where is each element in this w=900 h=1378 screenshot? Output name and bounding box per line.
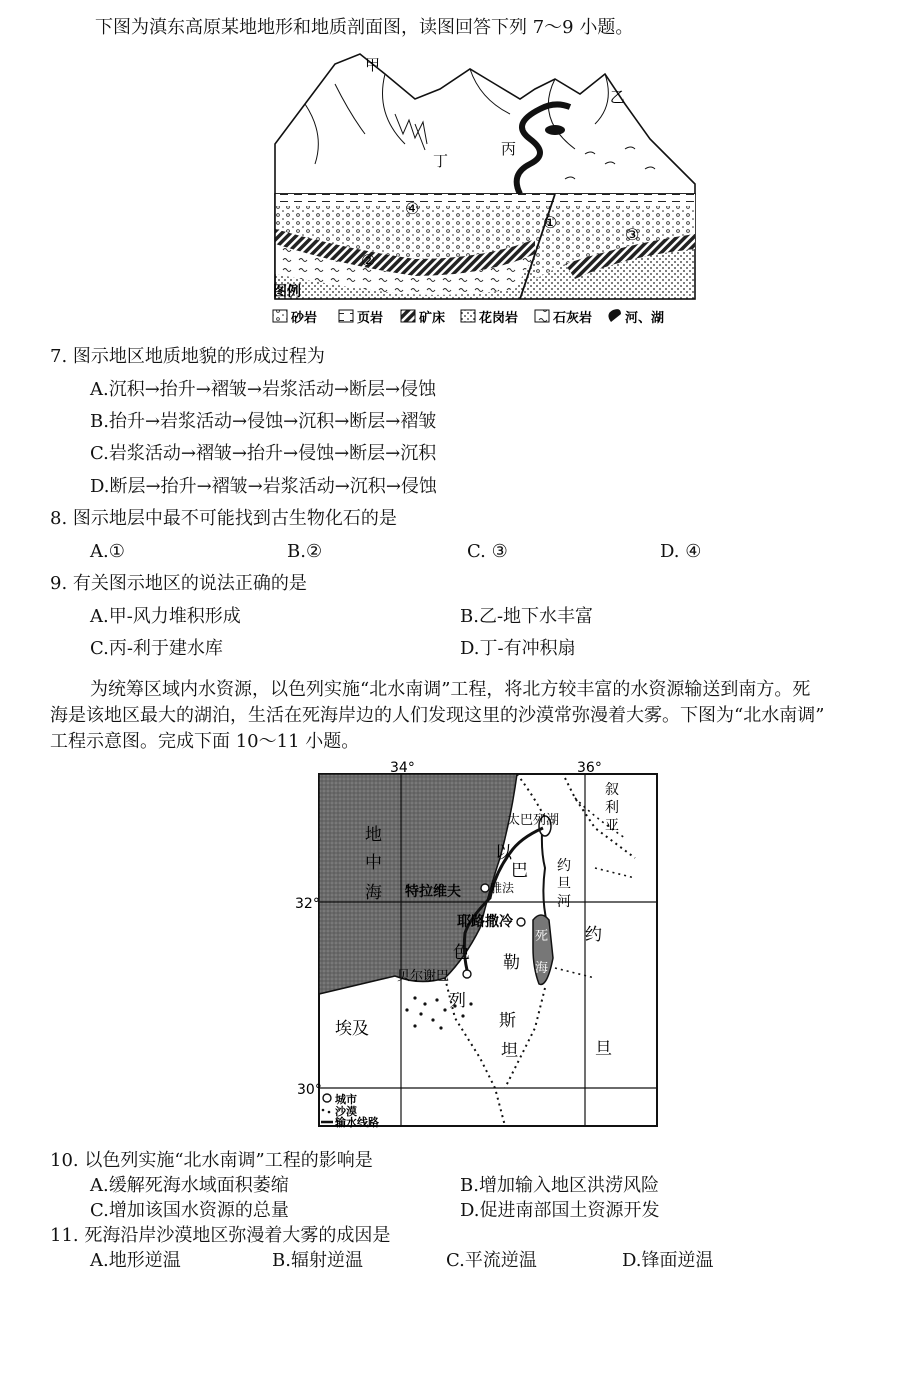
q9-option-c: C.丙-利于建水库 — [90, 638, 223, 659]
label-jordan-river-1: 约 — [557, 858, 571, 874]
water-transfer-map — [295, 758, 665, 1134]
label-israel-2: 色 — [453, 943, 470, 963]
q7-option-c: C.岩浆活动→褶皱→抬升→侵蚀→断层→沉积 — [90, 443, 437, 464]
legend-pipeline: 输水线路 — [335, 1116, 379, 1129]
label-tiberias: 太巴列湖 — [507, 813, 560, 828]
label-layer-2: ② — [361, 251, 376, 270]
label-sea-2: 中 — [365, 853, 382, 873]
label-palestine-3: 斯 — [499, 1011, 516, 1031]
label-ding: 丁 — [433, 152, 449, 170]
q9-stem: 9. 有关图示地区的说法正确的是 — [50, 573, 307, 594]
q11-option-c: C.平流逆温 — [446, 1250, 537, 1271]
label-israel-1: 以 — [495, 843, 512, 863]
legend-ore: 矿床 — [419, 311, 446, 326]
intro2-line2: 海是该地区最大的湖泊，生活在死海岸边的人们发现这里的沙漠常弥漫着大雾。下图为“北水南调” — [50, 705, 825, 726]
label-syria-2: 利 — [605, 800, 619, 816]
q8-stem: 8. 图示地层中最不可能找到古生物化石的是 — [50, 508, 397, 529]
geologic-profile-figure — [265, 44, 705, 330]
legend-city: 城市 — [335, 1093, 357, 1106]
city-tel-aviv: 特拉维夫 — [405, 884, 461, 900]
label-israel-3: 列 — [449, 991, 466, 1011]
lat-32: 32° — [295, 896, 320, 912]
legend-sandstone: 砂岩 — [291, 311, 318, 326]
lon-36: 36° — [577, 760, 602, 776]
label-syria-1: 叙 — [605, 782, 619, 798]
legend-limestone: 石灰岩 — [553, 311, 593, 326]
river-lake-icon — [608, 309, 621, 322]
label-jordan-1: 约 — [585, 925, 602, 945]
intro2-line1: 为统筹区域内水资源，以色列实施“北水南调”工程，将北方较丰富的水资源输送到南方。死 — [90, 679, 811, 700]
q7-option-b: B.抬升→岩浆活动→侵蚀→沉积→断层→褶皱 — [90, 411, 437, 432]
q11-option-a: A.地形逆温 — [90, 1250, 181, 1271]
q11-option-d: D.锋面逆温 — [622, 1250, 714, 1271]
label-palestine-4: 坦 — [501, 1041, 518, 1061]
city-jaffa: 雅法 — [490, 881, 515, 895]
label-dead-sea-2: 海 — [535, 961, 549, 976]
q9-option-b: B.乙-地下水丰富 — [460, 606, 594, 627]
label-yi: 乙 — [610, 88, 626, 106]
label-palestine-1: 巴 — [511, 861, 528, 881]
label-dead-sea-1: 死 — [535, 929, 549, 944]
q10-stem: 10. 以色列实施“北水南调”工程的影响是 — [50, 1150, 373, 1171]
label-sea-1: 地 — [365, 825, 382, 845]
q9-option-d: D.丁-有冲积扇 — [460, 638, 576, 659]
q10-option-d: D.促进南部国土资源开发 — [460, 1200, 660, 1221]
label-layer-4: ④ — [405, 199, 420, 218]
q7-stem: 7. 图示地区地质地貌的形成过程为 — [50, 346, 325, 367]
label-syria-3: 亚 — [605, 818, 619, 834]
q8-option-d: D. ④ — [660, 541, 702, 562]
lat-30: 30° — [297, 1082, 322, 1098]
lon-34: 34° — [390, 760, 415, 776]
q7-option-a: A.沉积→抬升→褶皱→岩浆活动→断层→侵蚀 — [90, 379, 437, 400]
legend-desert: 沙漠 — [335, 1105, 357, 1118]
label-jordan-river-2: 旦 — [557, 876, 571, 892]
legend-shale: 页岩 — [357, 311, 384, 326]
q7-option-d: D.断层→抬升→褶皱→岩浆活动→沉积→侵蚀 — [90, 476, 437, 497]
label-jordan-2: 旦 — [595, 1039, 612, 1059]
q8-option-b: B.② — [287, 541, 323, 562]
legend-river-lake: 河、湖 — [625, 311, 665, 326]
q10-option-a: A.缓解死海水域面积萎缩 — [90, 1175, 289, 1196]
city-jerusalem: 耶路撒冷 — [457, 914, 513, 930]
intro-text: 下图为滇东高原某地地形和地质剖面图，读图回答下列 7～9 小题。 — [95, 17, 634, 38]
q10-option-b: B.增加输入地区洪涝风险 — [460, 1175, 659, 1196]
label-jordan-river-3: 河 — [557, 894, 571, 910]
label-palestine-2: 勒 — [503, 953, 520, 973]
q11-option-b: B.辐射逆温 — [272, 1250, 363, 1271]
city-beersheba: 贝尔谢巴 — [397, 969, 450, 984]
label-sea-3: 海 — [365, 883, 382, 903]
label-bing: 丙 — [501, 140, 517, 158]
label-jia: 甲 — [365, 56, 381, 74]
intro2-line3: 工程示意图。完成下面 10～11 小题。 — [50, 731, 360, 752]
legend-granite: 花岗岩 — [479, 311, 519, 326]
legend — [273, 309, 664, 326]
q8-option-a: A.① — [90, 541, 125, 562]
q10-option-c: C.增加该国水资源的总量 — [90, 1200, 289, 1221]
q9-option-a: A.甲-风力堆积形成 — [90, 606, 241, 627]
q11-stem: 11. 死海沿岸沙漠地区弥漫着大雾的成因是 — [50, 1225, 391, 1246]
label-egypt: 埃及 — [335, 1019, 369, 1039]
label-layer-1: ① — [543, 213, 558, 232]
legend-title: 图例 — [273, 284, 301, 300]
q8-option-c: C. ③ — [467, 541, 508, 562]
label-layer-3: ③ — [625, 225, 640, 244]
